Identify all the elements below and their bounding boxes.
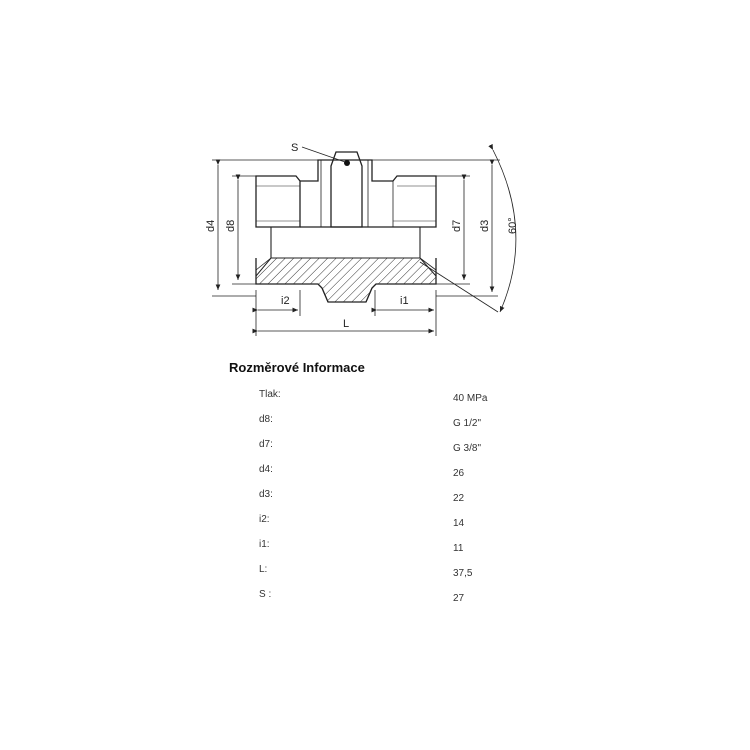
row-value: G 3/8" [453,443,482,454]
row-value: 14 [453,518,465,529]
row-label: L: [259,564,268,575]
d7-label: d7 [451,219,463,232]
s-label: S [291,142,299,154]
row-value: 27 [453,593,465,604]
row-value: G 1/2" [453,418,482,429]
row-label: Tlak: [259,389,281,400]
i1-label: i1 [400,295,409,307]
row-value: 37,5 [453,568,473,579]
d4-label: d4 [205,219,217,232]
row-value: 22 [453,493,465,504]
l-label: L [343,318,350,330]
row-value: 26 [453,468,465,479]
row-label: d8: [259,414,273,425]
row-label: d7: [259,439,273,450]
d8-label: d8 [225,219,237,232]
row-value: 11 [453,543,464,554]
fitting-technical-drawing [0,0,750,345]
s-callout [291,142,350,166]
d3-label: d3 [479,219,491,232]
row-label: i2: [259,514,270,525]
angle-label: 60° [507,217,519,234]
row-value: 40 MPa [453,393,488,404]
row-label: d3: [259,489,273,500]
row-label: S : [259,589,272,600]
dimension-lines-right [368,150,516,312]
row-label: i1: [259,539,270,550]
info-title: Rozměrové Informace [229,360,365,375]
i2-label: i2 [281,295,290,307]
row-label: d4: [259,464,273,475]
